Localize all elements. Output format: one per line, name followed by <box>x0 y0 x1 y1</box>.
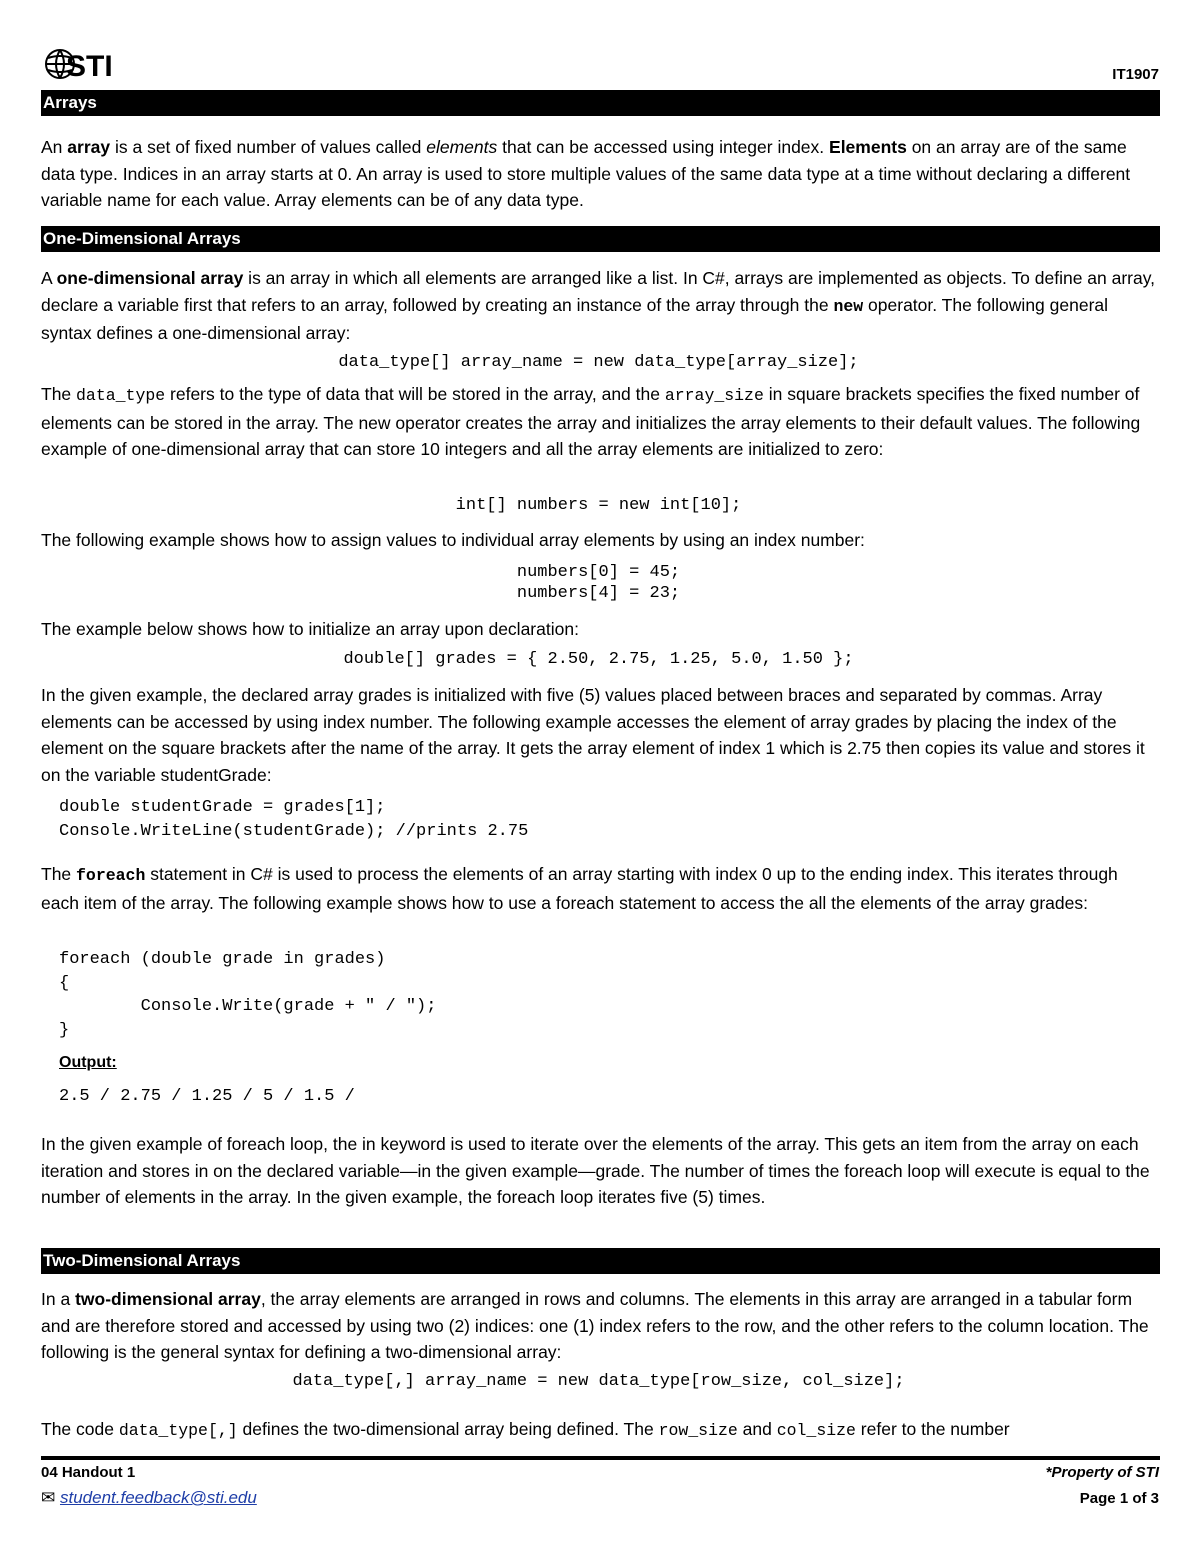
section-title-two-dimensional: Two-Dimensional Arrays <box>41 1248 1160 1274</box>
grades-init-code: double[] grades = { 2.50, 2.75, 1.25, 5.0, 1.50 }; <box>343 650 854 669</box>
assign-code-line-2: numbers[4] = 23; <box>516 584 681 603</box>
foreach-intro-paragraph: The foreach statement in C# is used to process the elements of an array starting with index 0 up to the ending index. This iterates through each item of the array. The following example shows how to use a foreach statement to access the all the elements of the array grades: <box>41 864 1118 913</box>
feedback-email-link[interactable]: student.feedback@sti.edu <box>59 1488 257 1507</box>
output-label: Output: <box>59 1054 117 1071</box>
student-grade-code: double studentGrade = grades[1]; Console.WriteLine(studentGrade); //prints 2.75 <box>59 798 529 841</box>
two-dim-datatype-paragraph: The code data_type[,] defines the two-dimensional array being defined. The row_size and col_size refer to the number <box>41 1419 1010 1440</box>
section-title-arrays: Arrays <box>41 90 1160 116</box>
int-array-code: int[] numbers = new int[10]; <box>455 496 742 515</box>
assign-values-paragraph: The following example shows how to assign values to individual array elements by using an index number: <box>41 530 865 550</box>
feedback-email <box>41 1488 257 1508</box>
foreach-code: foreach (double grade in grades) { Console.Write(grade + " / "); } <box>59 950 437 1040</box>
two-dim-intro-paragraph: In a two-dimensional array, the array elements are arranged in rows and columns. The elements in this array are arranged in a tabular form and are therefore stored and accessed by using two (2) indices: one (1) index refers to the row, and the other refers to the column location. The following is the general syntax for defining a two-dimensional array: <box>41 1289 1149 1362</box>
sti-globe-icon <box>44 44 126 84</box>
output-code: 2.5 / 2.75 / 1.25 / 5 / 1.5 / <box>59 1087 355 1106</box>
foreach-explanation-paragraph: In the given example of foreach loop, the in keyword is used to iterate over the elements of the array. This gets an item from the array on each iteration and stores in on the declared variable—in the given example—grade. The number of times the foreach loop will execute is equal to the number of elements in the array. In the given example, the foreach loop iterates five (5) times. <box>41 1134 1150 1207</box>
assign-code-line-1: numbers[0] = 45; <box>516 563 681 582</box>
handout-label: 04 Handout 1 <box>41 1464 136 1481</box>
document-code: IT1907 <box>1112 66 1159 83</box>
arrays-paragraph: An array is a set of fixed number of values called elements that can be accessed using integer index. Elements on an array are of the same data type. Indices in an array starts at 0. An array is used to store multiple values of the same data type at a time without declaring a different variable name for each value. Array elements can be of any data type. <box>41 137 1131 210</box>
initialize-paragraph: The example below shows how to initialize an array upon declaration: <box>41 619 579 639</box>
one-dim-intro-paragraph: A one-dimensional array is an array in which all elements are arranged like a list. In C#, arrays are implemented as objects. To define an array, declare a variable first that refers to an array, followed by creating an instance of the array through the new operator. The following general syntax defines a one-dimensional array: <box>41 268 1156 343</box>
svg-text:STI: STI <box>66 50 113 83</box>
footer-divider <box>41 1456 1160 1460</box>
one-dim-datatype-paragraph: The data_type refers to the type of data that will be stored in the array, and the array_size in square brackets specifies the fixed number of elements can be stored in the array. The new operator creates the array and initializes the array elements to their default values. The following example of one-dimensional array that can store 10 integers and all the array elements are initialized to zero: <box>41 384 1141 459</box>
two-dim-syntax-code: data_type[,] array_name = new data_type[row_size, col_size]; <box>292 1372 905 1391</box>
sti-logo <box>44 44 126 84</box>
section-title-one-dimensional: One-Dimensional Arrays <box>41 226 1160 252</box>
envelope-icon: ✉ <box>41 1488 56 1507</box>
access-elements-paragraph: In the given example, the declared array grades is initialized with five (5) values placed between braces and separated by commas. Array elements can be accessed by using index number. The following example accesses the element of array grades by placing the index of the element on the square brackets after the name of the array. It gets the array element of index 1 which is 2.75 then copies its value and stores it on the variable studentGrade: <box>41 685 1145 785</box>
page-number: Page 1 of 3 <box>1079 1490 1159 1507</box>
one-dim-syntax-code: data_type[] array_name = new data_type[array_size]; <box>338 353 859 372</box>
property-label: *Property of STI <box>1045 1464 1159 1481</box>
